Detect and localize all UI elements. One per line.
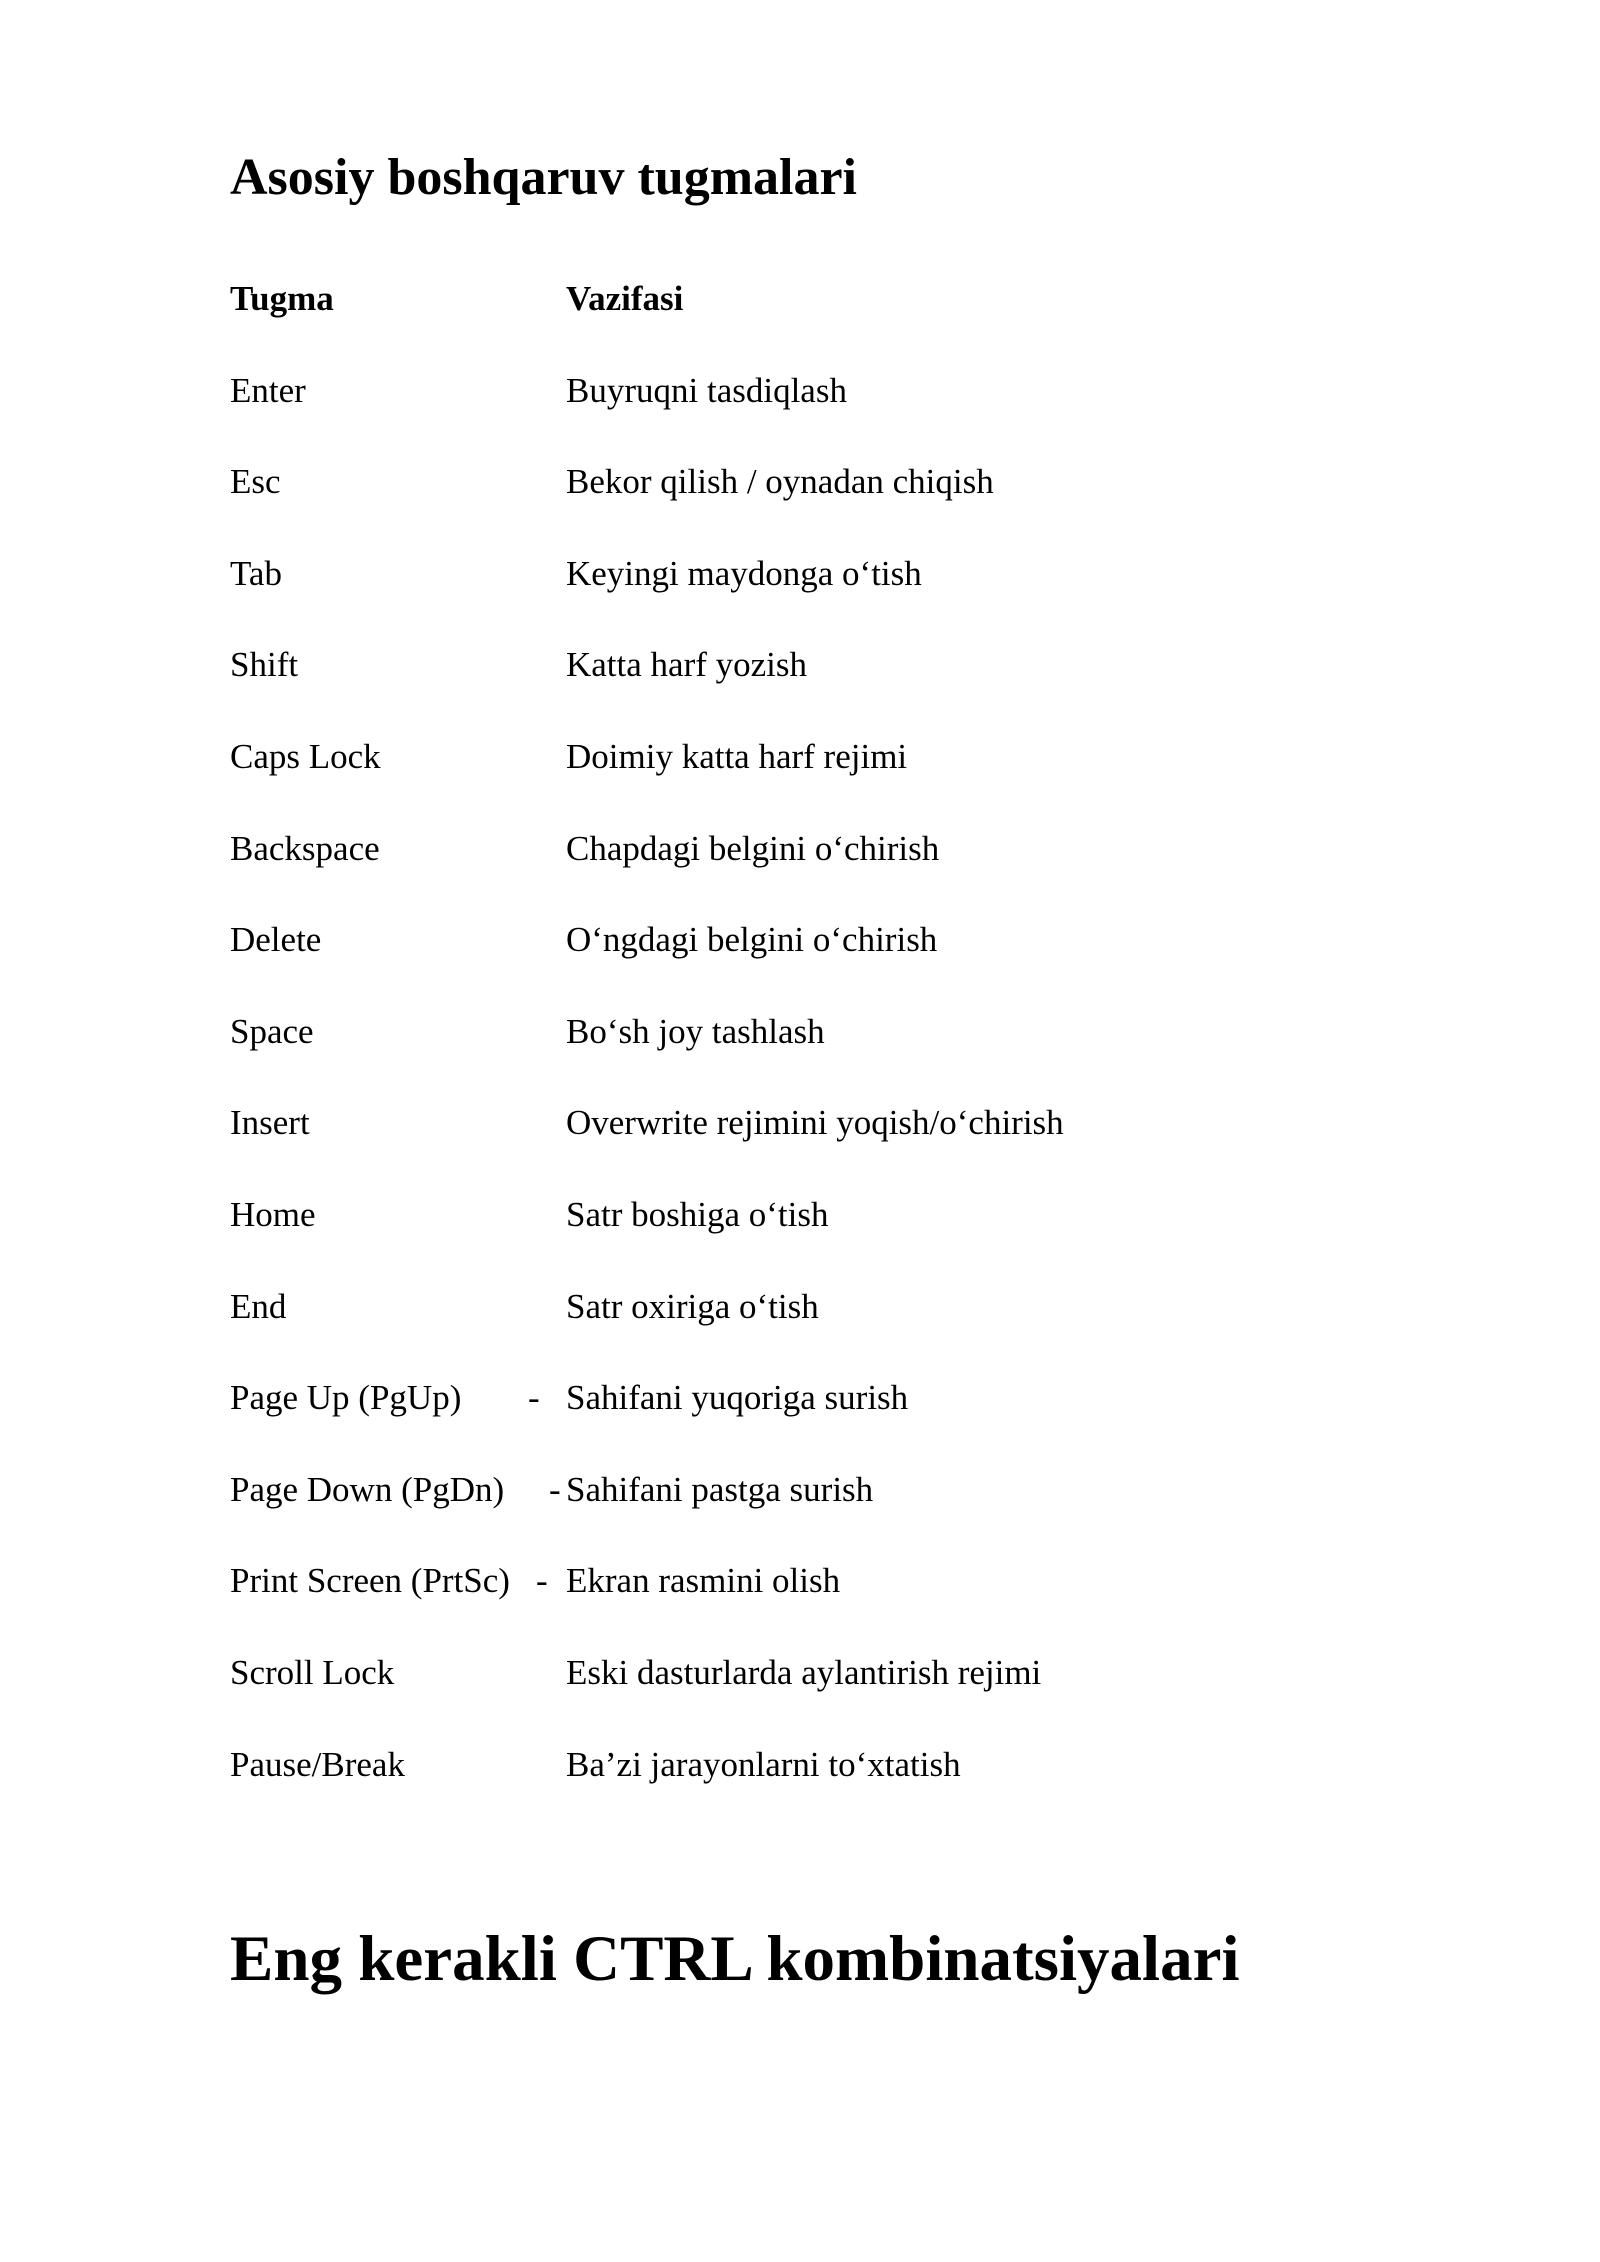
table-row	[230, 726, 1430, 818]
key-name: Scroll Lock	[230, 1652, 395, 1692]
table-row	[230, 909, 1430, 1001]
section-title: Asosiy boshqaruv tugmalari	[230, 149, 857, 206]
table-row	[230, 543, 1430, 635]
key-name: End	[230, 1286, 287, 1326]
table-row	[230, 1184, 1430, 1276]
key-description: O‘ngdagi belgini o‘chirish	[566, 920, 938, 960]
key-name: Tab	[230, 553, 282, 593]
key-description: Satr oxiriga o‘tish	[566, 1286, 819, 1326]
key-description: Eski dasturlarda aylantirish rejimi	[566, 1652, 1042, 1692]
key-separator: -	[536, 1561, 548, 1601]
header-key: Tugma	[230, 279, 334, 318]
key-name: Page Down (PgDn)	[230, 1469, 505, 1509]
key-description: Overwrite rejimini yoqish/o‘chirish	[566, 1103, 1064, 1143]
key-name: Caps Lock	[230, 736, 381, 776]
table-row	[230, 1276, 1430, 1368]
table-row	[230, 1734, 1430, 1826]
key-name: Print Screen (PrtSc)	[230, 1561, 510, 1601]
key-description: Doimiy katta harf rejimi	[566, 736, 908, 776]
key-name: Shift	[230, 645, 299, 685]
key-name: Delete	[230, 920, 322, 960]
key-description: Sahifani yuqoriga surish	[566, 1378, 909, 1418]
header-desc: Vazifasi	[566, 279, 684, 318]
table-row	[230, 1001, 1430, 1093]
key-name: Esc	[230, 462, 281, 502]
key-name: Home	[230, 1194, 316, 1234]
table-row	[230, 1367, 1430, 1459]
table-row	[230, 1459, 1430, 1551]
key-separator: -	[528, 1378, 540, 1418]
key-description: Bekor qilish / oynadan chiqish	[566, 462, 994, 502]
key-description: Katta harf yozish	[566, 645, 808, 685]
key-description: Satr boshiga o‘tish	[566, 1194, 829, 1234]
next-section-title: Eng kerakli CTRL kombinatsiyalari	[230, 1923, 1240, 1995]
table-body	[230, 360, 1430, 1826]
table-row	[230, 360, 1430, 452]
key-name: Space	[230, 1011, 314, 1051]
key-description: Ba’zi jarayonlarni to‘xtatish	[566, 1744, 961, 1784]
table-row	[230, 818, 1430, 910]
key-name: Backspace	[230, 828, 380, 868]
table-row	[230, 1550, 1430, 1642]
key-description: Ekran rasmini olish	[566, 1561, 841, 1601]
table-row	[230, 451, 1430, 543]
table-row	[230, 1092, 1430, 1184]
key-name: Page Up (PgUp)	[230, 1378, 462, 1418]
key-separator: -	[549, 1469, 561, 1509]
key-description: Chapdagi belgini o‘chirish	[566, 828, 940, 868]
table-header-row	[230, 268, 1430, 360]
key-description: Bo‘sh joy tashlash	[566, 1011, 825, 1051]
table-row	[230, 1642, 1430, 1734]
key-name: Enter	[230, 370, 306, 410]
keys-table	[230, 268, 1430, 1825]
key-description: Buyruqni tasdiqlash	[566, 370, 847, 410]
key-description: Keyingi maydonga o‘tish	[566, 553, 922, 593]
key-name: Insert	[230, 1103, 310, 1143]
key-name: Pause/Break	[230, 1744, 405, 1784]
key-description: Sahifani pastga surish	[566, 1469, 874, 1509]
table-row	[230, 634, 1430, 726]
